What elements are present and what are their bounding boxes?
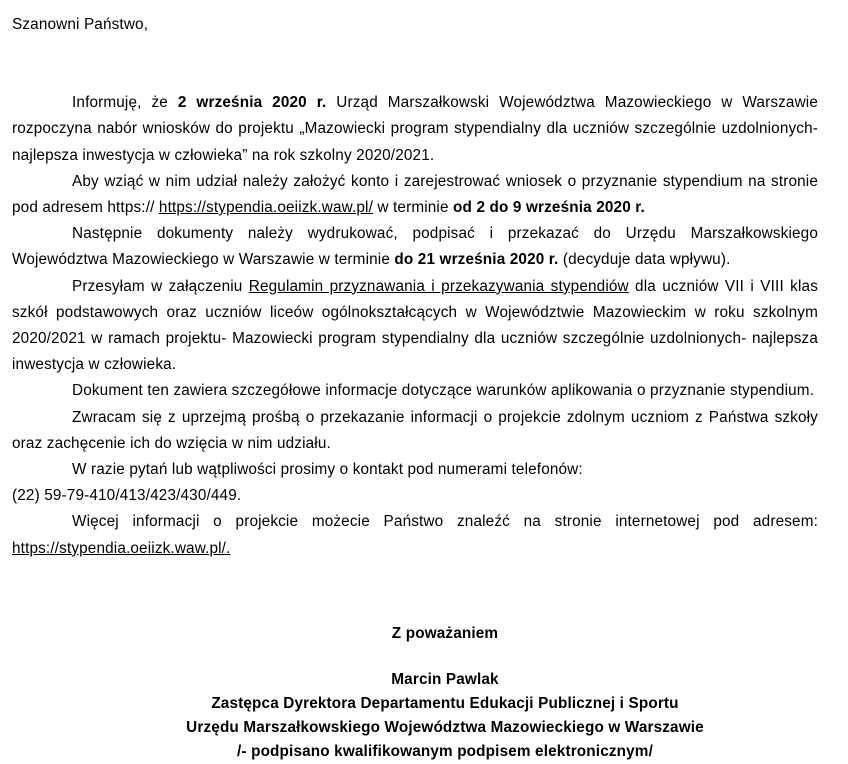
paragraph-document-info — [12, 378, 818, 404]
document-body — [12, 12, 818, 764]
signature-title-line-2: Urzędu Marszałkowskiego Województwa Mazowieckiego w Warszawie — [186, 718, 704, 736]
text-run: Aby wziąć w nim udział należy założyć konto i zarejestrować wniosek o przyznanie stypendium na stronie pod adresem https:// — [12, 172, 818, 217]
signature-electronic-note: /- podpisano kwalifikowanym podpisem elektronicznym/ — [237, 742, 653, 760]
paragraph-regulations — [12, 274, 818, 379]
signature-block — [12, 622, 818, 764]
paragraph-documents — [12, 221, 818, 273]
bold-text: 2 września 2020 r. — [177, 94, 327, 112]
hyperlink[interactable]: https://stypendia.oeiizk.waw.pl/. — [12, 539, 231, 557]
salutation-spacer — [12, 38, 818, 90]
text-run: Następnie dokumenty należy wydrukować, podpisać i przekazać do Urzędu Marszałkowskiego Województwa Mazowieckiego w Warszawie w terminie — [12, 225, 818, 269]
paragraph-phone-numbers — [12, 483, 818, 509]
text-run: Dokument ten zawiera szczegółowe informacje dotyczące warunków aplikowania o przyznanie stypendium. — [72, 382, 815, 400]
salutation: Szanowni Państwo, — [12, 16, 149, 33]
bold-text: od 2 do 9 września 2020 r. — [453, 199, 645, 217]
text-run: W razie pytań lub wątpliwości prosimy o kontakt pod numerami telefonów: — [72, 461, 583, 479]
paragraph-registration — [12, 169, 818, 221]
paragraph-announcement — [12, 90, 818, 169]
text-run: w terminie — [373, 199, 454, 217]
text-run: dla uczniów VII i VIII klas szkół podstawowych oraz uczniów liceów ogólnokształcących w Województwie Mazowieckim w roku szkolnym 2020/2021 w ramach projektu- Mazowiecki program stypendialny dla uczniów szczególnie uzdolnionych- najlepsza inwestycja w człowieka. — [12, 277, 818, 374]
text-run: Więcej informacji o projekcie możecie Państwo znaleźć na stronie internetowej pod adresem: — [72, 513, 818, 531]
signature-spacer — [12, 646, 818, 668]
text-run: (decyduje data wpływu). — [558, 251, 731, 269]
paragraph-more-info — [12, 509, 818, 561]
signature-closing: Z poważaniem — [391, 624, 499, 642]
underlined-text: Regulamin przyznawania i przekazywania stypendiów — [248, 277, 629, 295]
text-run: Przesyłam w załączeniu — [72, 277, 249, 295]
text-run: Urząd Marszałkowski Województwa Mazowieckiego w Warszawie rozpoczyna nabór wniosków do projektu „Mazowiecki program stypendialny dla uczniów szczególnie uzdolnionych- najlepsza inwestycja w człowieka” na rok szkolny 2020/2021. — [12, 94, 819, 164]
text-run: Zwracam się z uprzejmą prośbą o przekazanie informacji o projekcie zdolnym uczniom z Państwa szkoły oraz zachęcenie ich do wzięcia w nim udziału. — [12, 408, 818, 452]
signature-title-line-1: Zastępca Dyrektora Departamentu Edukacji Publicznej i Sportu — [211, 694, 679, 712]
hyperlink[interactable]: https://stypendia.oeiizk.waw.pl/ — [158, 199, 373, 217]
text-run: (22) 59-79-410/413/423/430/449. — [12, 487, 242, 505]
signature-name: Marcin Pawlak — [391, 670, 499, 688]
bold-text: do 21 września 2020 r. — [394, 251, 559, 269]
paragraph-request — [12, 405, 818, 457]
paragraph-contact — [12, 457, 818, 483]
text-run: Informuję, że — [72, 94, 178, 112]
